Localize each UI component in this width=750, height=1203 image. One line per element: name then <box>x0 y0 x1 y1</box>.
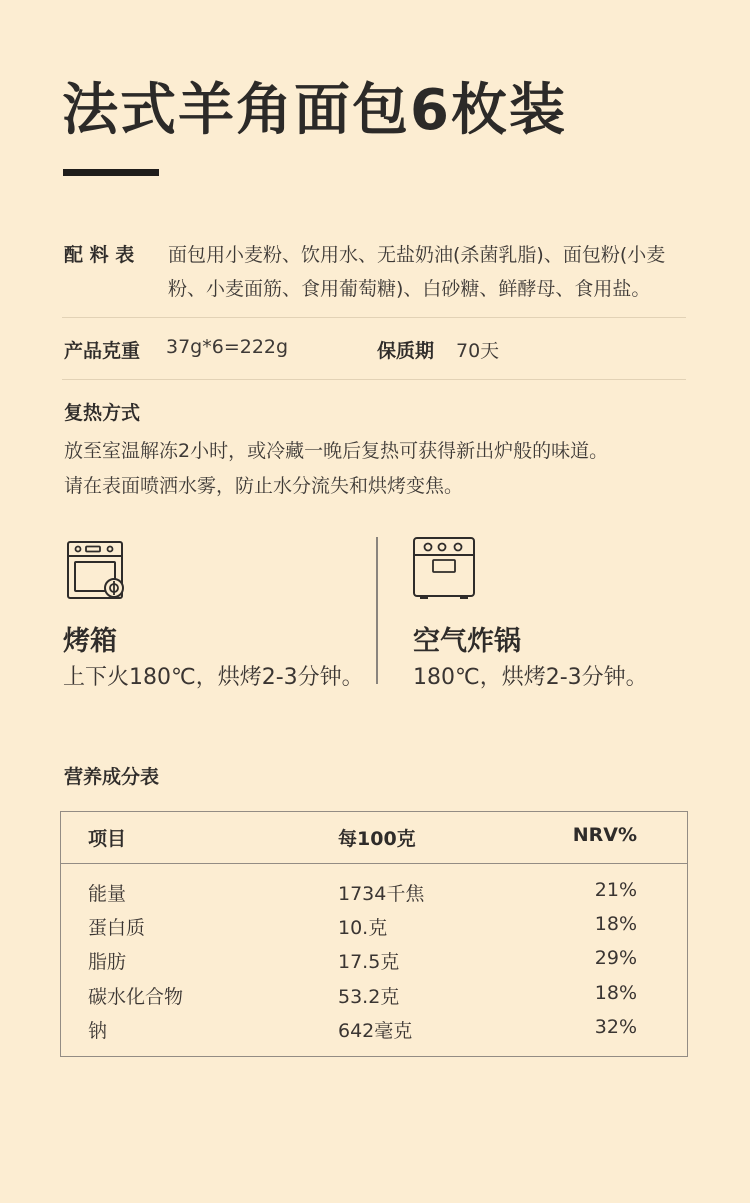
row-value-fat: 17.5克 <box>338 951 400 973</box>
row-value-protein: 10.克 <box>338 917 388 939</box>
row-nrv-sodium: 32% <box>594 1016 637 1038</box>
air-fryer-instructions: 180℃，烘烤2-3分钟。 <box>413 665 648 690</box>
row-nrv-fat: 29% <box>594 947 637 969</box>
row-item-energy: 能量 <box>88 883 127 905</box>
nutrition-heading: 营养成分表 <box>64 766 160 788</box>
ingredients-label: 配 料 表 <box>64 244 135 266</box>
column-header-item: 项目 <box>88 828 127 850</box>
column-header-nrv: NRV% <box>572 824 637 846</box>
row-value-energy: 1734千焦 <box>338 883 425 905</box>
table-header-row <box>61 812 687 864</box>
weight-label: 产品克重 <box>64 340 141 362</box>
oven-instructions: 上下火180℃，烘烤2-3分钟。 <box>63 665 364 690</box>
row-value-sodium: 642毫克 <box>338 1020 413 1042</box>
page-title: 法式羊角面包6枚装 <box>62 78 567 143</box>
shelf-life-value: 70天 <box>456 340 500 362</box>
weight-value: 37g*6=222g <box>166 336 289 358</box>
reheat-label: 复热方式 <box>64 402 141 424</box>
air-fryer-icon <box>412 536 476 600</box>
air-fryer-title: 空气炸锅 <box>413 626 521 657</box>
row-item-protein: 蛋白质 <box>88 917 146 939</box>
column-header-per100g: 每100克 <box>338 828 416 850</box>
reheat-line-2: 请在表面喷洒水雾，防止水分流失和烘烤变焦。 <box>64 475 464 497</box>
oven-title: 烤箱 <box>63 626 117 657</box>
oven-icon <box>66 540 128 602</box>
divider <box>62 317 686 318</box>
divider <box>62 379 686 380</box>
ingredients-line-1: 面包用小麦粉、饮用水、无盐奶油(杀菌乳脂)、面包粉(小麦 <box>168 244 666 266</box>
method-divider <box>376 537 378 684</box>
title-underline <box>63 169 159 176</box>
row-nrv-protein: 18% <box>594 913 637 935</box>
row-value-carbohydrate: 53.2克 <box>338 986 400 1008</box>
nutrition-table <box>60 811 688 1057</box>
ingredients-line-2: 粉、小麦面筋、食用葡萄糖)、白砂糖、鲜酵母、食用盐。 <box>168 278 651 300</box>
shelf-life-label: 保质期 <box>377 340 435 362</box>
row-item-sodium: 钠 <box>88 1020 108 1042</box>
row-item-fat: 脂肪 <box>88 951 127 973</box>
row-item-carbohydrate: 碳水化合物 <box>88 986 184 1008</box>
reheat-line-1: 放至室温解冻2小时，或冷藏一晚后复热可获得新出炉般的味道。 <box>64 440 609 462</box>
row-nrv-carbohydrate: 18% <box>594 982 637 1004</box>
row-nrv-energy: 21% <box>594 879 637 901</box>
